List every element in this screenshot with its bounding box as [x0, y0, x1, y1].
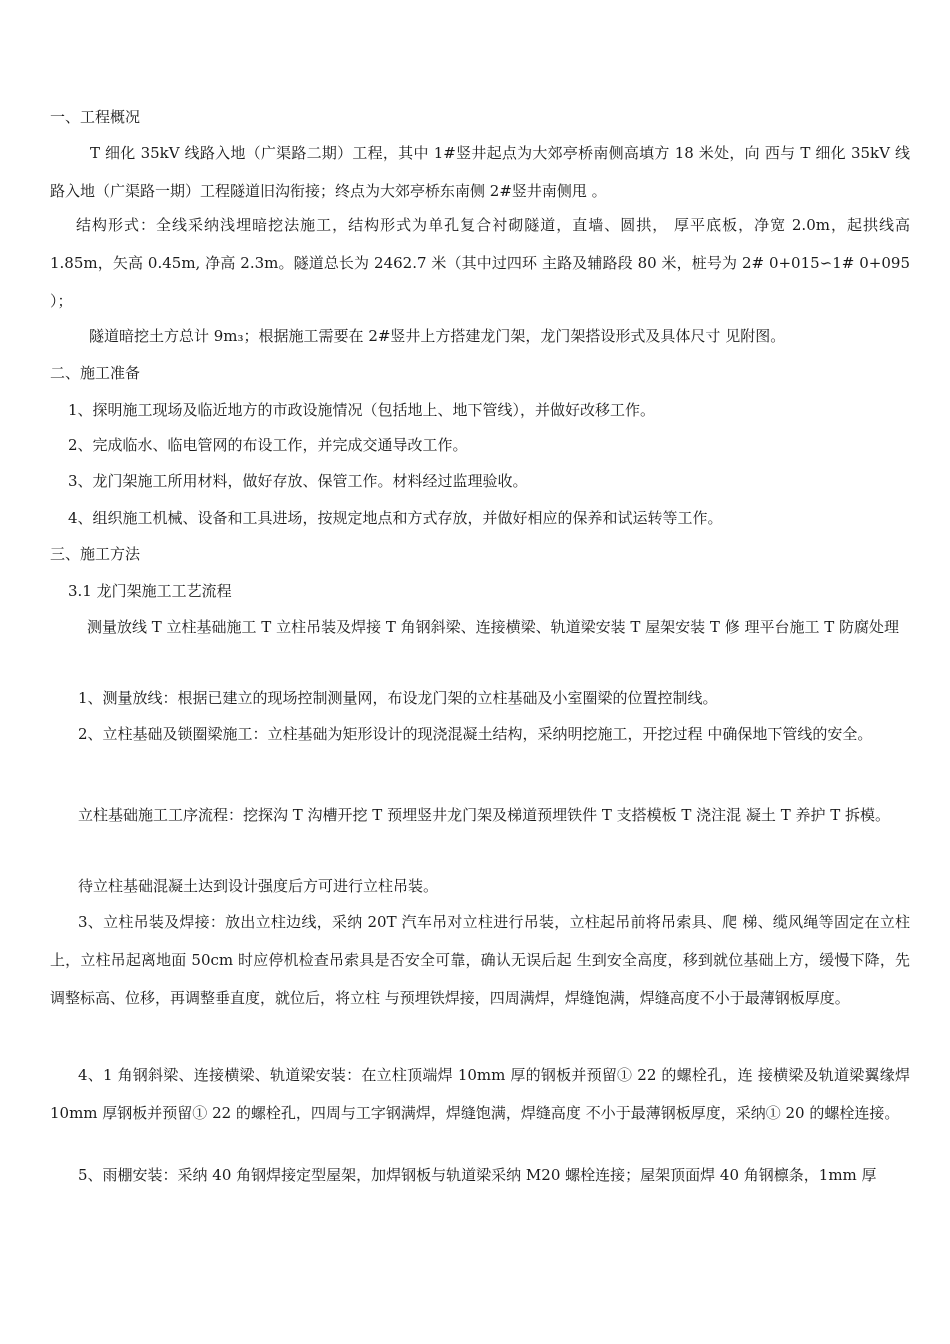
section-heading-method: 三、施工方法	[50, 545, 141, 563]
preparation-item-4: 4、组织施工机械、设备和工具进场，按规定地点和方式存放，并做好相应的保养和试运转等工作。	[68, 509, 723, 527]
method-item-4: 4、1 角钢斜梁、连接横梁、轨道梁安装：在立柱顶端焊 10mm 厚的钢板并预留① 22 的螺栓孔，连 接横梁及轨道梁翼缘焊 10mm 厚钢板并预留① 22 的螺栓孔，四周与工字钢满焊，焊缝饱满，焊缝高度 不小于最薄钢板厚度，采纳① 20 的螺栓连接。	[50, 1066, 910, 1122]
method-item-1: 1、测量放线：根据已建立的现场控制测量网，布设龙门架的立柱基础及小室圈梁的位置控制线。	[78, 689, 718, 707]
preparation-item-3: 3、龙门架施工所用材料，做好存放、保管工作。材料经过监理验收。	[68, 472, 528, 490]
overview-paragraph-3: 隧道暗挖土方总计 9m₃；根据施工需要在 2#竖井上方搭建龙门架，龙门架搭设形式及具体尺寸 见附图。	[89, 327, 786, 345]
method-item-3: 3、立柱吊装及焊接：放出立柱边线，采纳 20T 汽车吊对立柱进行吊装，立柱起吊前将吊索具、爬 梯、缆风绳等固定在立柱上，立柱吊起离地面 50cm 时应停机检查吊索具是否安全可靠，确认无误后起 生到安全高度，移到就位基础上方，缓慢下降，先调整标高、位移，再调整垂直度，就位后，将立柱 与预埋铁焊接，四周满焊，焊缝饱满，焊缝高度不小于最薄钢板厚度。	[50, 913, 910, 1007]
section-heading-overview: 一、工程概况	[50, 108, 141, 126]
method-item-2-flow: 立柱基础施工工序流程：挖探沟 T 沟槽开挖 T 预埋竖井龙门架及梯道预埋铁件 T 支搭模板 T 浇注混 凝土 T 养护 T 拆模。	[78, 806, 891, 824]
method-process-flow: 测量放线 T 立柱基础施工 T 立柱吊装及焊接 T 角钢斜梁、连接横梁、轨道梁安装 T 屋架安装 T 修 理平台施工 T 防腐处理	[87, 618, 900, 636]
method-item-5: 5、雨棚安装：采纳 40 角钢焊接定型屋架，加焊钢板与轨道梁采纳 M20 螺栓连接；屋架顶面焊 40 角钢檩条，1mm 厚	[78, 1166, 877, 1184]
method-item-2-note: 待立柱基础混凝土达到设计强度后方可进行立柱吊装。	[78, 877, 439, 895]
preparation-item-2: 2、完成临水、临电管网的布设工作，并完成交通导改工作。	[68, 436, 468, 454]
overview-paragraph-1: T 细化 35kV 线路入地（广渠路二期）工程，其中 1#竖井起点为大郊亭桥南侧高填方 18 米处，向 西与 T 细化 35kV 线路入地（广渠路一期）工程隧道旧沟衔接；终点为大郊亭桥东南侧 2#竖井南侧甩 。	[50, 144, 910, 200]
preparation-item-1: 1、探明施工现场及临近地方的市政设施情况（包括地上、地下管线），并做好改移工作。	[68, 401, 656, 419]
section-heading-preparation: 二、施工准备	[50, 364, 141, 382]
method-subheading-3-1: 3.1 龙门架施工工艺流程	[68, 582, 232, 600]
overview-paragraph-2: 结构形式：全线采纳浅埋暗挖法施工，结构形式为单孔复合衬砌隧道，直墙、圆拱， 厚平底板，净宽 2.0m，起拱线高 1.85m，矢高 0.45m, 净高 2.3m。隧道总长为 2462.7 米（其中过四环 主路及辅路段 80 米，桩号为 2# 0+015∽1# 0+095 ）；	[50, 216, 910, 310]
method-item-2: 2、立柱基础及锁圈梁施工：立柱基础为矩形设计的现浇混凝土结构，采纳明挖施工，开挖过程 中确保地下管线的安全。	[78, 725, 873, 743]
